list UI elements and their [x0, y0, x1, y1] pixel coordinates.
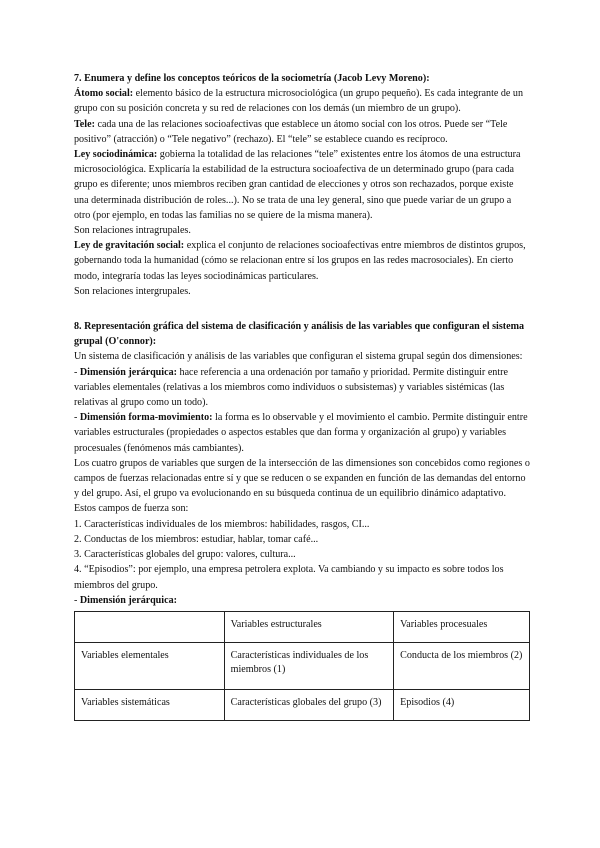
variables-table: [74, 611, 530, 721]
field-item: 1. Características individuales de los miembros: habilidades, rasgos, CI...: [74, 518, 370, 530]
table-row-header: Variables elementales: [75, 642, 225, 689]
dimension-term: Dimensión forma-movimiento:: [79, 412, 213, 424]
concept-ley-gravitacion-social: [74, 238, 530, 284]
table-cell: Características globales del grupo (3): [224, 689, 394, 720]
document-page: [74, 71, 530, 721]
section-8-heading: 8. Representación gráfica del sistema de clasificación y análisis de las variables que configuran el sistema grupal (O'connor):: [74, 321, 525, 348]
section-7-heading: 7. Enumera y define los conceptos teóricos de la sociometría (Jacob Levy Moreno):: [74, 73, 430, 84]
concept-term: Átomo social:: [74, 88, 134, 100]
table-label: [74, 593, 530, 608]
concept-term: Ley sociodinámica:: [74, 149, 158, 161]
dimension-forma-movimiento: [74, 410, 530, 456]
section-8-intro: Un sistema de clasificación y análisis de las variables que configuran el sistema grupal según dos dimensiones:: [74, 351, 523, 363]
concept-term: Ley de gravitación social:: [74, 240, 185, 252]
table-header-cell: Variables estructurales: [224, 611, 394, 642]
table-cell: Conducta de los miembros (2): [394, 642, 530, 689]
dimension-term: Dimensión jerárquica:: [79, 366, 177, 378]
dimension-text: la forma es lo observable y el movimiento el cambio. Permite distinguir entre variables estructurales (propiedades o aspectos estables que dan forma y organización al grupo) y variables procesuales (fenómenos más cambiantes).: [74, 412, 528, 454]
table-cell: [75, 611, 225, 642]
field-item: 4. “Episodios”: por ejemplo, una empresa petrolera explota. Va cambiando y su impacto es sobre todos los miembros del grupo.: [74, 564, 504, 591]
table-header-cell: Variables procesuales: [394, 611, 530, 642]
concept-term: Tele:: [74, 118, 95, 130]
table-row-header: Variables sistemáticas: [75, 689, 225, 720]
table-row: [75, 642, 530, 689]
concept-atomo-social: [74, 86, 530, 116]
concept-ley-sociodinamica: [74, 147, 530, 223]
concept-definition: elemento básico de la estructura microsociológica (un grupo pequeño). Es cada integrante de un grupo con su posición concreta y su red de relaciones con los demás (un miembro de un grupo).: [74, 88, 524, 115]
dimension-jerarquica: [74, 365, 530, 411]
concept-note: Son relaciones intergrupales.: [74, 285, 191, 297]
table-label-text: Dimensión jerárquica:: [79, 594, 177, 606]
concept-tele: [74, 117, 530, 147]
concept-definition: cada una de las relaciones socioafectivas que establece un átomo social con los otros. Puede ser “Tele positivo” (atracción) o “Tele negativo” (rechazo). El “tele” se establece cuando es recíproco.: [74, 118, 508, 145]
concept-definition: gobierna la totalidad de las relaciones “tele” existentes entre los átomos de una estructura microsociológica. Explicaría la estabilidad de la estructura socioafectiva de un determinado grupo (para cada grupo es diferente; unos miembros reciben gran cantidad de elecciones y otros son rechazados, porque existe una determinada distribución de roles...). No se trata de una ley general, sino que puede variar de un grupo a otro (por ejemplo, en todas las familias no se quiere de la misma manera).: [74, 149, 521, 221]
section-spacer: [74, 299, 530, 319]
table-row: [75, 689, 530, 720]
table-cell: Episodios (4): [394, 689, 530, 720]
dimension-prefix: -: [74, 366, 80, 378]
concept-note: Son relaciones intragrupales.: [74, 225, 191, 237]
field-item: 2. Conductas de los miembros: estudiar, hablar, tomar café...: [74, 533, 319, 545]
field-item: 3. Características globales del grupo: valores, cultura...: [74, 549, 296, 561]
fields-intro: Los cuatro grupos de variables que surgen de la intersección de las dimensiones son concebidos como regiones o campos de fuerzas relacionadas entre sí y que se reducen o se expanden en función de las demandas del entorno y del grupo. Así, el grupo va evolucionando en su búsqueda continua de un equilibrio dinámico adaptativo. Estos campos de fuerza son:: [74, 457, 530, 515]
table-header-row: [75, 611, 530, 642]
table-cell: Características individuales de los miembros (1): [224, 642, 394, 689]
table-label-prefix: -: [74, 594, 80, 606]
dimension-prefix: -: [74, 412, 80, 424]
dimension-text: hace referencia a una ordenación por tamaño y prioridad. Permite distinguir entre variables elementales (relativas a los miembros como individuos o subsistemas) y variables sistémicas (las relativas al grupo como un todo).: [74, 366, 508, 409]
concept-definition: explica el conjunto de relaciones socioafectivas entre miembros de distintos grupos, gobernando toda la humanidad (cómo se relacionan entre sí los grupos en las redes macrosociales). En cierto modo, integraría todas las leyes sociodinámicas particulares.: [74, 240, 526, 282]
